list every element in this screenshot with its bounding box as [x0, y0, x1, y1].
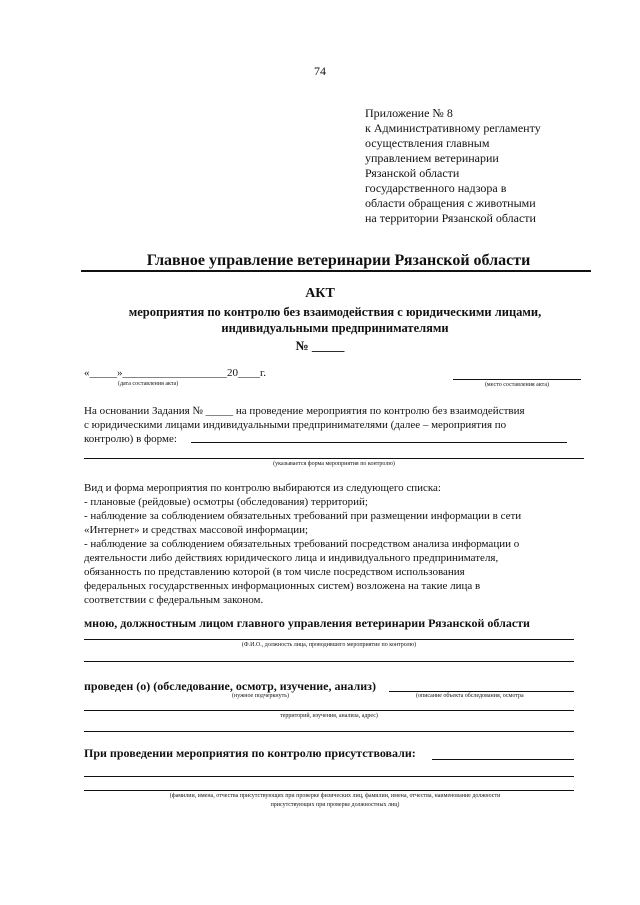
conducted-line — [389, 691, 574, 692]
present-line-3 — [84, 790, 574, 791]
basis-line: контролю) в форме: — [84, 433, 177, 445]
forms-list-line: федеральных государственных информационных систем) возложена на такие лица в — [84, 580, 481, 592]
present-line — [432, 759, 574, 760]
appendix-line: осуществления главным — [365, 136, 490, 150]
appendix-line: области обращения с животными — [365, 196, 536, 210]
conducted-line-3 — [84, 731, 574, 732]
forms-list-line: - плановые (рейдовые) осмотры (обследования) территорий; — [84, 496, 368, 508]
act-title: АКТ — [305, 286, 335, 301]
act-subtitle — [0, 304, 640, 336]
appendix-line: государственного надзора в — [365, 181, 507, 195]
present-caption-2: присутствующих при проверке должностных лиц) — [270, 802, 400, 808]
forms-list-line: соответствии с федеральным законом. — [84, 594, 264, 606]
official-label: мною, должностным лицом главного управления ветеринарии Рязанской области — [84, 616, 530, 630]
basis-line: с юридическими лицами индивидуальными предпринимателями (далее – мероприятия по — [84, 419, 507, 431]
organization-title: Главное управление ветеринарии Рязанской области — [146, 252, 531, 269]
present-line-2 — [84, 776, 574, 777]
place-caption: (место составления акта) — [484, 382, 550, 388]
forms-list-line: - наблюдение за соблюдением обязательных требований при размещении информации в сети — [84, 510, 522, 522]
forms-list-line: обязанность по представлению которой (в том числе посредством использования — [84, 566, 465, 578]
appendix-line: Приложение № 8 — [365, 106, 453, 120]
forms-list-line: деятельности либо действиях юридического лица и индивидуального предпринимателя, — [84, 552, 499, 564]
present-caption-1: (фамилии, имена, отчества присутствующих при проверке физических лиц, фамилии, имена, отчества, наименование должности — [169, 793, 501, 799]
forms-list-line: Вид и форма мероприятия по контролю выбираются из следующего списка: — [84, 482, 441, 494]
official-line-2 — [84, 661, 574, 662]
official-caption: (Ф.И.О., должность лица, проводившего мероприятие по контролю) — [241, 642, 417, 648]
date-caption: (дата составления акта) — [118, 381, 179, 387]
conducted-caption-right: (описание объекта обследования, осмотра — [416, 693, 524, 699]
forms-list — [84, 481, 590, 607]
date-field: «_____»___________________20____г. — [84, 367, 267, 379]
act-number: № _____ — [295, 338, 345, 353]
page-number: 74 — [314, 64, 326, 78]
appendix-line: управлением ветеринарии — [365, 151, 499, 165]
conducted-label: проведен (о) (обследование, осмотр, изучение, анализ) — [84, 679, 376, 693]
forms-list-line: «Интернет» и средствах массовой информации; — [84, 524, 309, 536]
form-field-line — [191, 442, 567, 443]
forms-list-line: - наблюдение за соблюдением обязательных требований посредством анализа информации о — [84, 538, 520, 550]
appendix-line: к Административному регламенту — [365, 121, 541, 135]
appendix-line: Рязанской области — [365, 166, 460, 180]
official-line — [84, 639, 574, 640]
present-label: При проведении мероприятия по контролю присутствовали: — [84, 746, 416, 760]
form-caption: (указывается форма мероприятия по контролю) — [273, 461, 395, 467]
conducted-caption-2: территорий, изучения, анализа, адрес) — [280, 713, 378, 719]
title-underline — [81, 270, 591, 272]
conducted-line-2 — [84, 710, 574, 711]
appendix-block — [365, 106, 541, 226]
basis-line: На основании Задания № _____ на проведение мероприятия по контролю без взаимодействия — [84, 405, 525, 417]
appendix-line: на территории Рязанской области — [365, 211, 536, 225]
basis-paragraph — [84, 404, 590, 446]
act-subtitle-line1: мероприятия по контролю без взаимодействия с юридическими лицами, — [128, 305, 542, 319]
act-subtitle-line2: индивидуальными предпринимателями — [221, 321, 449, 335]
place-line — [453, 379, 581, 380]
form-field-line-2 — [84, 458, 584, 459]
conducted-caption-left: (нужное подчеркнуть) — [232, 693, 289, 699]
